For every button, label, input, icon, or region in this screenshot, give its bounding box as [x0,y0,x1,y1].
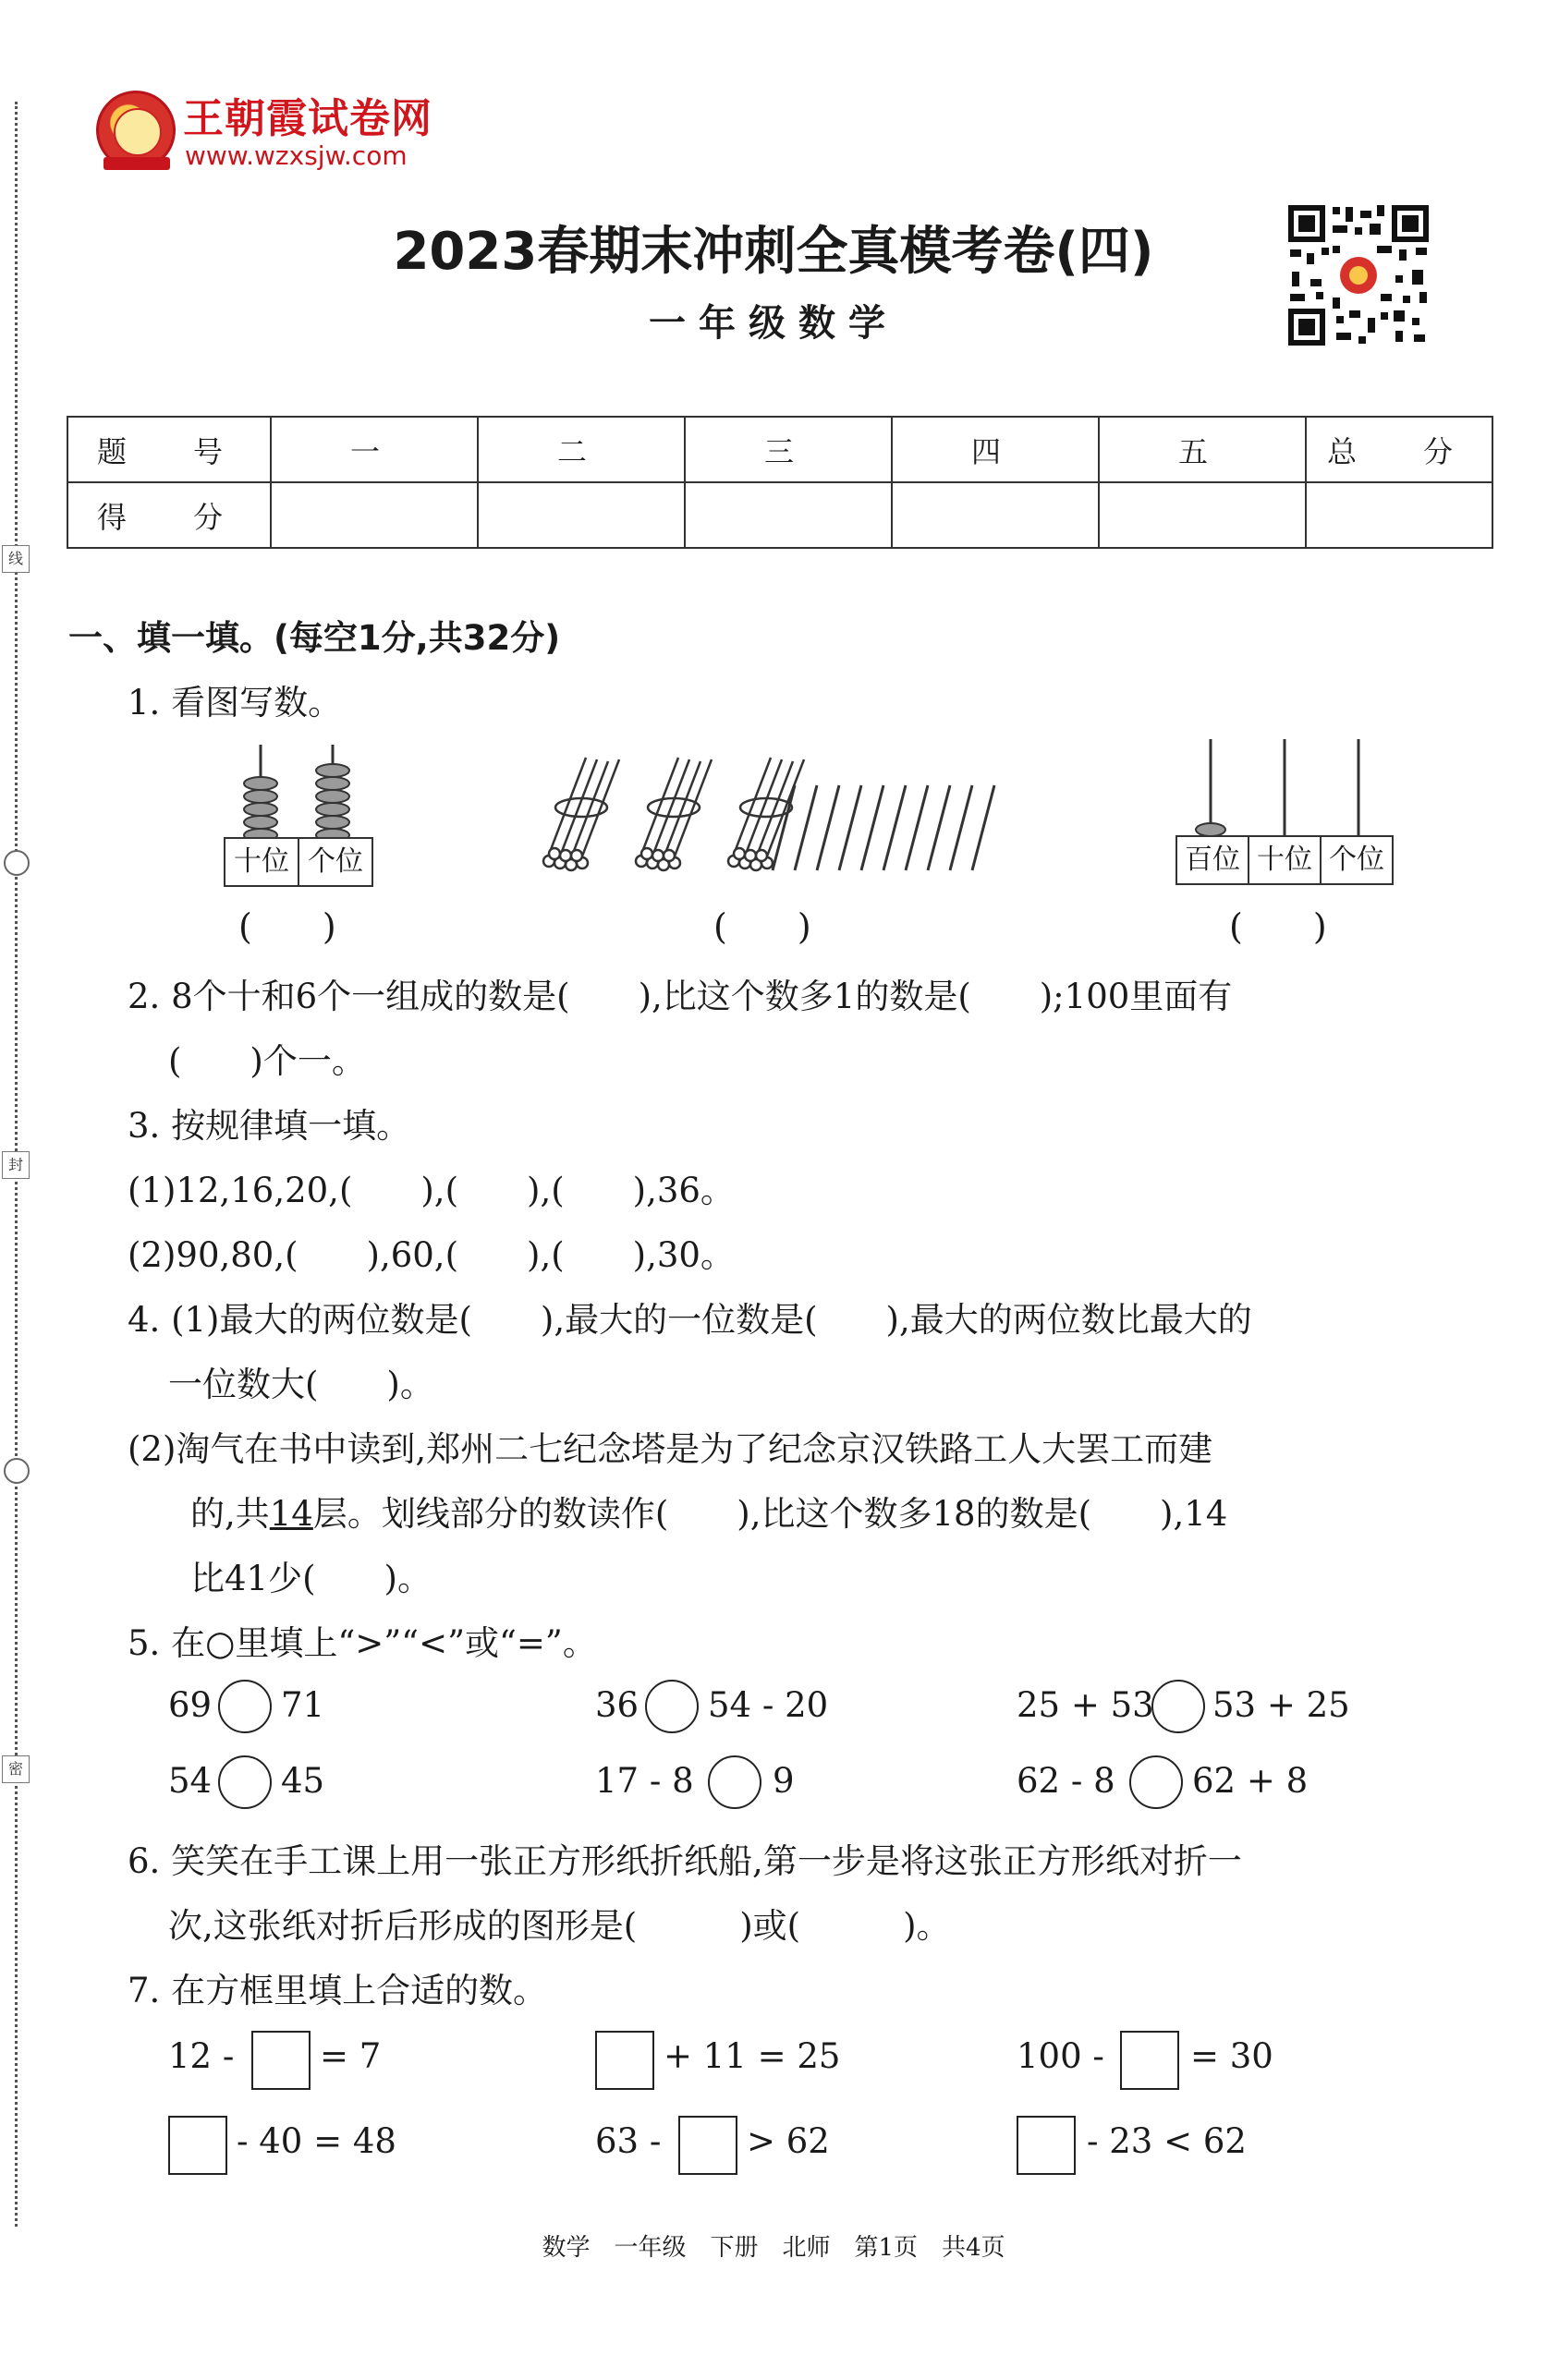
answer-box[interactable] [678,2116,737,2175]
q7-item3-post: = 30 [1190,2036,1273,2076]
binding-mark-mi: 密 [2,1755,30,1783]
score-cell[interactable] [478,482,685,548]
abacus-illustration-2 [1174,739,1405,837]
answer-box[interactable] [1017,2116,1076,2175]
binding-hole [4,850,30,876]
q7-item5-post: > 62 [747,2121,830,2161]
q5-item4-left: 54 [168,1761,213,1801]
q5-item3-right: 53 + 25 [1212,1685,1350,1725]
score-header-3: 三 [685,417,892,482]
answer-box[interactable] [168,2116,227,2175]
score-cell[interactable] [1099,482,1306,548]
score-header-label: 题 号 [67,417,271,482]
score-table [67,416,1493,549]
logo-ribbon [104,157,170,170]
q5-item6-left: 62 - 8 [1017,1761,1115,1801]
q5-item1-left: 69 [168,1685,213,1725]
compare-circle[interactable] [1129,1755,1183,1809]
page-subtitle: 一年级数学 [649,302,898,345]
q5-item1-right: 71 [281,1685,325,1725]
answer-box[interactable] [595,2031,654,2090]
score-header-4: 四 [892,417,1099,482]
q6-line2: 次,这张纸对折后形成的图形是( )或( )。 [168,1906,951,1946]
q5-item2-right: 54 - 20 [708,1685,829,1725]
score-cell[interactable] [271,482,478,548]
answer-box[interactable] [1120,2031,1179,2090]
score-header-total: 总 分 [1306,417,1492,482]
q7-item2-post: + 11 = 25 [664,2036,841,2076]
abacus2-label-ones: 个位 [1320,835,1394,885]
page-footer: 数学 一年级 下册 北师 第1页 共4页 [542,2234,1005,2262]
compare-circle[interactable] [218,1680,272,1733]
abacus1-label-ones: 个位 [298,837,373,887]
score-header-5: 五 [1099,417,1306,482]
q5-item2-left: 36 [595,1685,640,1725]
q4-underlined-number: 14 [269,1494,313,1534]
q3-line2: (2)90,80,( ),60,( ),( ),30。 [128,1235,735,1275]
site-url: www.wzxsjw.com [185,140,408,171]
abacus-illustration-1 [222,745,379,841]
q3-text: 3. 按规律填一填。 [128,1106,411,1146]
q5-item3-left: 25 + 53 [1017,1685,1154,1725]
compare-circle[interactable] [708,1755,761,1809]
score-cell[interactable] [685,482,892,548]
q5-item4-right: 45 [281,1761,325,1801]
binding-mark-xian: 线 [2,545,30,573]
q5-text: 5. 在○里填上“>”“<”或“=”。 [128,1623,597,1663]
q1-answer-blank-2[interactable]: ( ) [713,906,811,947]
qr-code-icon [1285,201,1432,349]
page-title: 2023春期末冲刺全真模考卷(四) [393,222,1154,282]
q1-answer-blank-3[interactable]: ( ) [1229,906,1327,947]
q6-line1: 6. 笑笑在手工课上用一张正方形纸折纸船,第一步是将这张正方形纸对折一 [128,1841,1242,1881]
q4-line3: (2)淘气在书中读到,郑州二七纪念塔是为了纪念京汉铁路工人大罢工而建 [128,1429,1213,1469]
q5-item5-right: 9 [773,1761,795,1801]
score-cell[interactable] [1306,482,1492,548]
compare-circle[interactable] [218,1755,272,1809]
abacus2-label-hundreds: 百位 [1175,835,1249,885]
site-name: 王朝霞试卷网 [183,95,432,142]
binding-mark-feng: 封 [2,1151,30,1179]
q2-line1: 2. 8个十和6个一组成的数是( ),比这个数多1的数是( );100里面有 [128,977,1233,1016]
compare-circle[interactable] [645,1680,699,1733]
q4-line5: 比41少( )。 [190,1559,432,1598]
q7-item3-pre: 100 - [1017,2036,1104,2076]
q1-text: 1. 看图写数。 [128,683,343,722]
abacus1-label-tens: 十位 [224,837,299,887]
q5-item5-left: 17 - 8 [595,1761,694,1801]
binding-hole [4,1458,30,1484]
q4-line4-pre: 的,共 [190,1494,270,1534]
answer-box[interactable] [251,2031,311,2090]
compare-circle[interactable] [1151,1680,1205,1733]
abacus2-label-tens: 十位 [1248,835,1322,885]
sticks-illustration [530,750,1011,880]
score-header-1: 一 [271,417,478,482]
q5-item6-right: 62 + 8 [1192,1761,1309,1801]
section-heading: 一、填一填。(每空1分,共32分) [68,618,561,658]
score-header-2: 二 [478,417,685,482]
q7-item1-post: = 7 [320,2036,382,2076]
q4-line4 [190,1486,1227,1536]
q4-line4-post: 层。划线部分的数读作( ),比这个数多18的数是( ),14 [312,1494,1228,1534]
q7-item4-post: - 40 = 48 [237,2121,396,2161]
score-cell[interactable] [892,482,1099,548]
q7-item6-post: - 23 < 62 [1087,2121,1247,2161]
score-row-label: 得 分 [67,482,271,548]
q2-line2: ( )个一。 [168,1041,366,1081]
q4-line2: 一位数大( )。 [168,1365,434,1404]
q3-line1: (1)12,16,20,( ),( ),( ),36。 [128,1171,735,1210]
q4-line1: 4. (1)最大的两位数是( ),最大的一位数是( ),最大的两位数比最大的 [128,1300,1252,1340]
q7-item5-pre: 63 - [595,2121,662,2161]
q7-item1-pre: 12 - [168,2036,235,2076]
q7-text: 7. 在方框里填上合适的数。 [128,1971,548,2010]
q1-answer-blank-1[interactable]: ( ) [238,906,336,947]
